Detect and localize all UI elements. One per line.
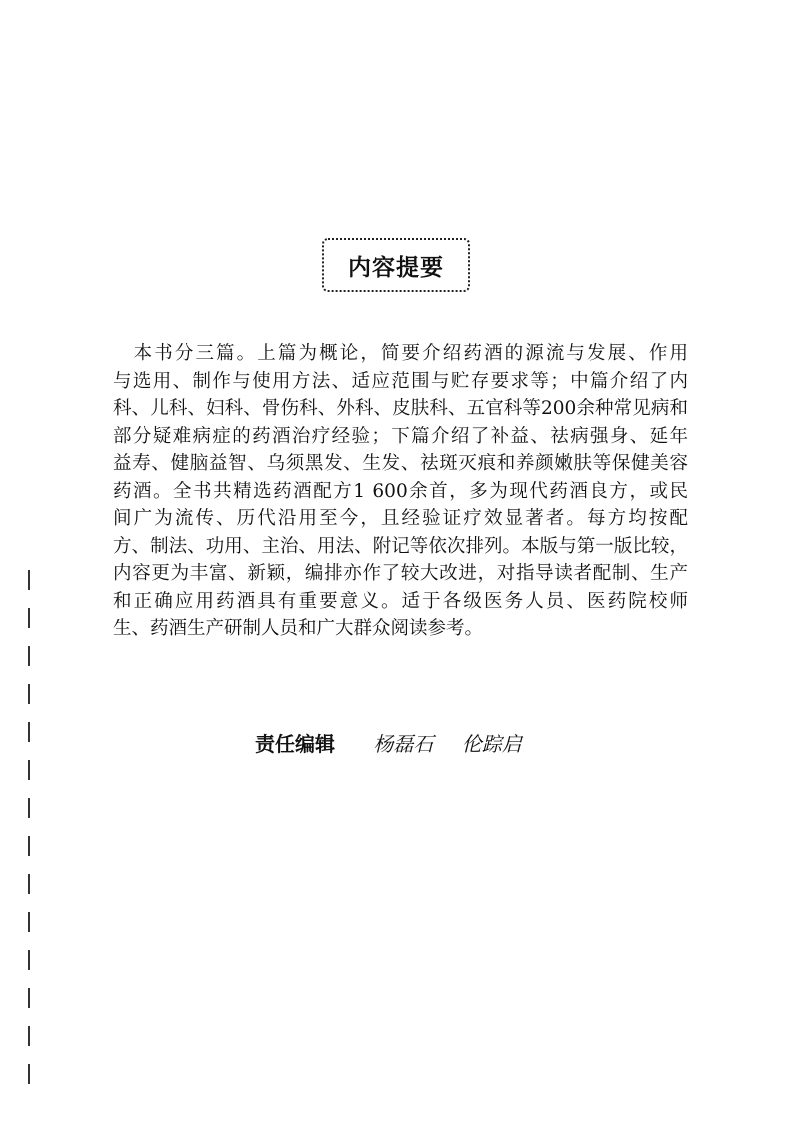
- margin-dash: [28, 1026, 30, 1046]
- paragraph-line: 科、儿科、妇科、骨伤科、外科、皮肤科、五官科等200余种常见病和: [113, 398, 688, 419]
- editor-label: 责任编辑: [255, 732, 335, 756]
- paragraph-line: 间广为流传、历代沿用至今，且经验证疗效显著者。每方均按配: [113, 508, 688, 529]
- paragraph-line: 部分疑难病症的药酒治疗经验；下篇介绍了补益、祛病强身、延年: [113, 425, 688, 447]
- editor-name: 伦踪启: [461, 732, 522, 756]
- title-frame: [322, 238, 470, 292]
- margin-dash: [28, 570, 30, 590]
- margin-dash: [28, 608, 30, 628]
- summary-paragraph: [113, 340, 688, 643]
- paragraph-line: 药酒。全书共精选药酒配方1 600余首，多为现代药酒良方，或民: [113, 480, 688, 502]
- margin-dash: [28, 836, 30, 856]
- margin-dash: [28, 950, 30, 970]
- editor-name: 杨磊石: [373, 732, 434, 756]
- paragraph-line: 和正确应用药酒具有重要意义。适于各级医务人员、医药院校师: [113, 590, 688, 612]
- margin-dash: [28, 684, 30, 704]
- margin-dash: [28, 760, 30, 780]
- margin-dash: [28, 646, 30, 666]
- margin-dash: [28, 798, 30, 818]
- margin-dash: [28, 722, 30, 742]
- margin-dash: [28, 1064, 30, 1084]
- paragraph-line: 本书分三篇。上篇为概论，简要介绍药酒的源流与发展、作用: [113, 343, 688, 364]
- margin-dash: [28, 988, 30, 1008]
- margin-dash: [28, 874, 30, 894]
- paragraph-line: 与选用、制作与使用方法、适应范围与贮存要求等；中篇介绍了内: [113, 370, 688, 392]
- paragraph-line: 生、药酒生产研制人员和广大群众阅读参考。: [113, 618, 484, 639]
- paragraph-line: 内容更为丰富、新颖，编排亦作了较大改进，对指导读者配制、生产: [113, 563, 688, 584]
- margin-dash: [28, 912, 30, 932]
- paragraph-line: 方、制法、功用、主治、用法、附记等依次排列。本版与第一版比较，: [113, 535, 688, 557]
- section-title: 内容提要: [348, 254, 444, 281]
- editor-credit: [255, 728, 544, 757]
- paragraph-line: 益寿、健脑益智、乌须黑发、生发、祛斑灭痕和养颜嫩肤等保健美容: [113, 453, 688, 474]
